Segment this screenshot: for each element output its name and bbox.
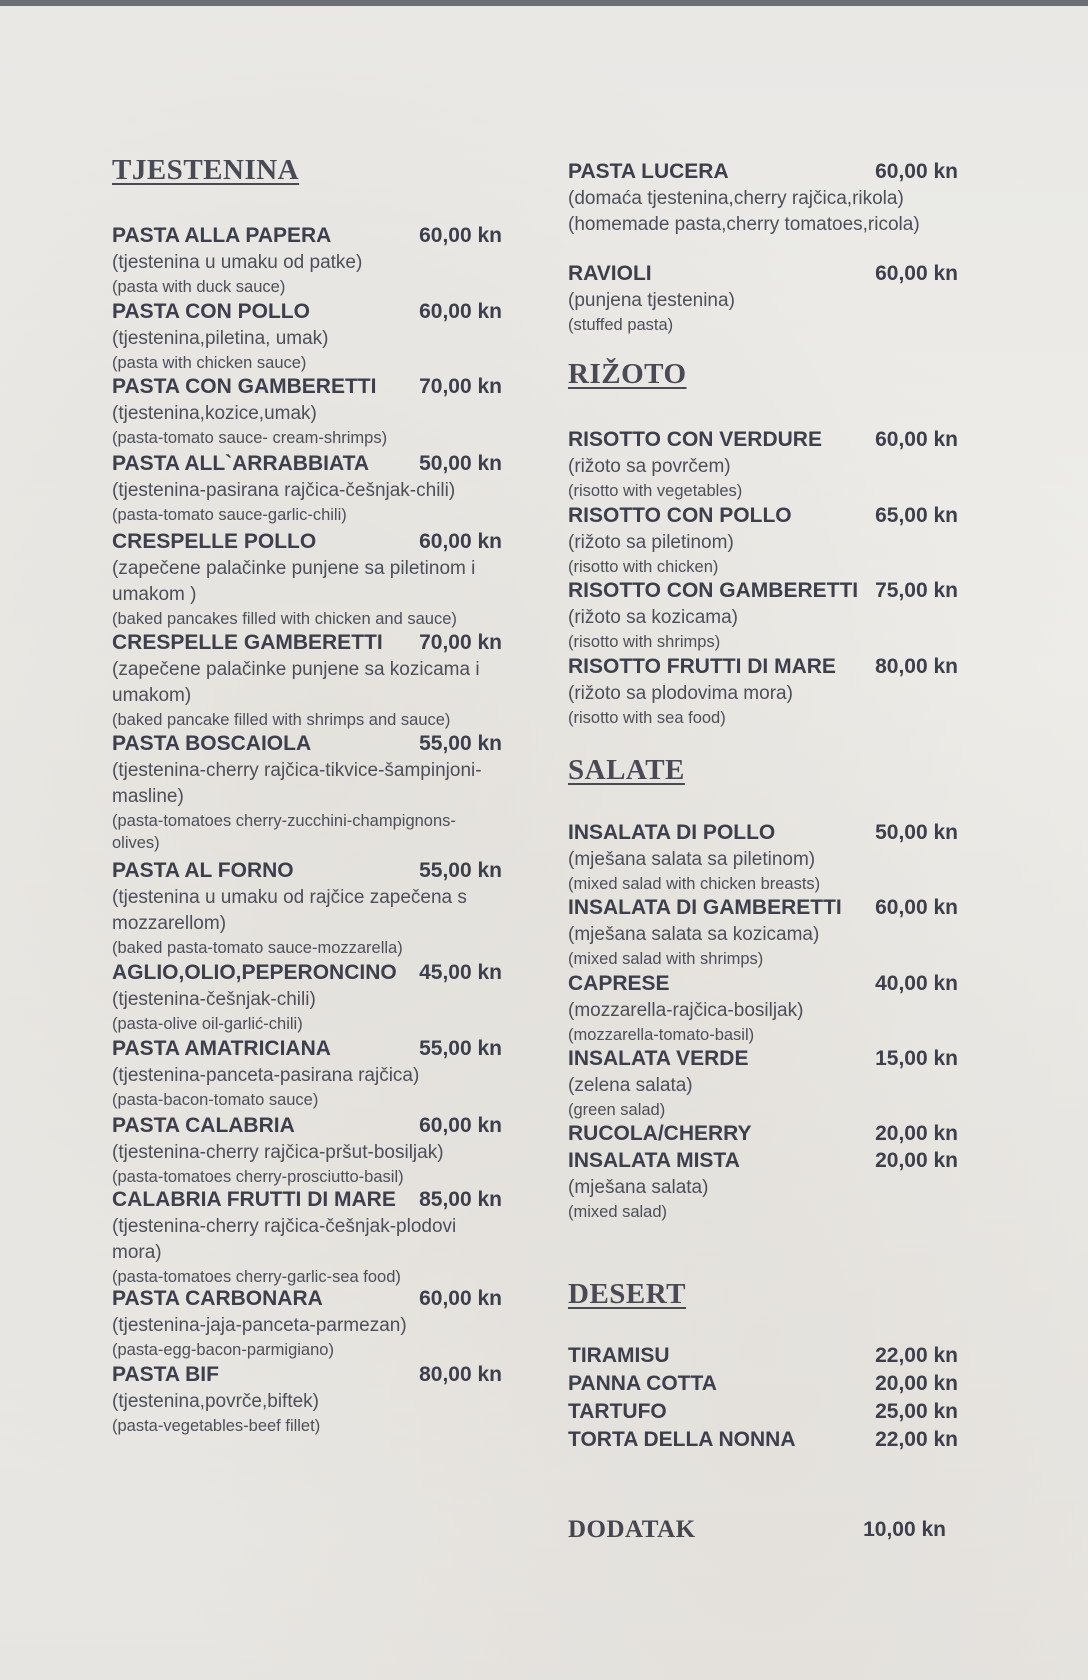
menu-item-description-en: (baked pancakes filled with chicken and sauce) — [112, 610, 457, 628]
menu-item — [112, 1114, 502, 1188]
menu-item-description-hr: (mješana salata) — [568, 1177, 709, 1198]
menu-item-description-hr: (tjestenina u umaku od patke) — [112, 252, 363, 273]
section-title-rizoto: RIŽOTO — [568, 358, 687, 390]
menu-item-name: AGLIO,OLIO,PEPERONCINO — [112, 961, 397, 984]
menu-item-price: 20,00 kn — [875, 1149, 958, 1172]
menu-item-header — [112, 375, 502, 401]
menu-item-description-hr: (tjestenina-cherry rajčica-češnjak-plodovi mora) — [112, 1216, 457, 1263]
menu-item — [112, 452, 502, 526]
menu-item-description-hr: (tjestenina u umaku od rajčice zapečena s mozzarellom) — [112, 887, 467, 934]
menu-item-price: 55,00 kn — [419, 859, 502, 882]
menu-item — [568, 1149, 958, 1223]
dodatak-label: DODATAK — [568, 1516, 696, 1543]
menu-item-price: 60,00 kn — [875, 896, 958, 919]
menu-item-price: 45,00 kn — [419, 961, 502, 984]
menu-item-name: INSALATA MISTA — [568, 1149, 740, 1172]
menu-item-description-en: (mixed salad with shrimps) — [568, 950, 764, 968]
menu-item-description-hr: (zapečene palačinke punjene sa piletinom i umakom ) — [112, 558, 476, 605]
dessert-item — [568, 1400, 958, 1426]
menu-item-name: RISOTTO CON POLLO — [568, 504, 792, 527]
menu-item-header — [112, 961, 502, 987]
menu-item-description-en: (risotto with chicken) — [568, 558, 719, 576]
menu-item-header — [568, 428, 958, 454]
menu-item-header — [568, 579, 958, 605]
menu-item-name: RAVIOLI — [568, 262, 652, 285]
menu-item-description-en: (pasta-egg-bacon-parmigiano) — [112, 1341, 334, 1359]
menu-item-price: 80,00 kn — [419, 1363, 502, 1386]
dessert-item — [568, 1372, 958, 1398]
menu-item-name: PASTA CON GAMBERETTI — [112, 375, 377, 398]
menu-item-description-en: (pasta-vegetables-beef fillet) — [112, 1417, 321, 1435]
menu-page — [0, 6, 1088, 1680]
menu-item-header — [112, 530, 502, 556]
menu-item-header — [112, 1287, 502, 1313]
dessert-item-name: PANNA COTTA — [568, 1372, 717, 1395]
menu-item-price: 60,00 kn — [419, 300, 502, 323]
menu-item — [568, 655, 958, 729]
menu-item-name: CRESPELLE POLLO — [112, 530, 317, 553]
menu-item — [112, 961, 502, 1035]
menu-item-price: 60,00 kn — [875, 160, 958, 183]
dessert-item-price: 22,00 kn — [875, 1344, 958, 1367]
menu-item — [112, 1363, 502, 1437]
menu-item-description-hr: (rižoto sa kozicama) — [568, 607, 738, 628]
menu-item-name: INSALATA DI GAMBERETTI — [568, 896, 842, 919]
menu-item-description-en: (stuffed pasta) — [568, 316, 674, 334]
menu-item-price: 60,00 kn — [419, 224, 502, 247]
menu-item-price: 60,00 kn — [875, 262, 958, 285]
menu-item-name: PASTA CALABRIA — [112, 1114, 295, 1137]
menu-item-name: PASTA CARBONARA — [112, 1287, 323, 1310]
menu-item-description-en: (risotto with shrimps) — [568, 633, 721, 651]
menu-item — [112, 530, 502, 630]
menu-item-description-en: (mozzarella-tomato-basil) — [568, 1026, 755, 1044]
menu-item-header — [568, 504, 958, 530]
menu-item-price: 60,00 kn — [419, 1287, 502, 1310]
menu-item-name: CALABRIA FRUTTI DI MARE — [112, 1188, 396, 1211]
menu-item-description-en: (risotto with sea food) — [568, 709, 726, 727]
menu-item — [568, 160, 958, 238]
menu-item-description-hr: (tjestenina-pasirana rajčica-češnjak-chili) — [112, 480, 456, 501]
menu-item-price: 60,00 kn — [419, 530, 502, 553]
menu-item-price: 60,00 kn — [875, 428, 958, 451]
menu-item-name: PASTA AMATRICIANA — [112, 1037, 331, 1060]
menu-item-description-en: (mixed salad) — [568, 1203, 668, 1221]
menu-item-description-hr: (zapečene palačinke punjene sa kozicama i umakom) — [112, 659, 480, 706]
menu-item — [568, 896, 958, 970]
menu-item-header — [112, 859, 502, 885]
menu-item-description-en: (pasta-tomato sauce- cream-shrimps) — [112, 429, 388, 447]
dessert-item-price: 22,00 kn — [875, 1428, 958, 1451]
menu-item — [568, 504, 958, 578]
menu-item-name: RISOTTO CON GAMBERETTI — [568, 579, 859, 602]
menu-item-header — [112, 224, 502, 250]
menu-item-header — [568, 972, 958, 998]
menu-item-name: CAPRESE — [568, 972, 670, 995]
menu-item-price: 70,00 kn — [419, 375, 502, 398]
menu-item-description-hr: (tjestenina-panceta-pasirana rajčica) — [112, 1065, 420, 1086]
menu-item-header — [568, 1122, 958, 1148]
menu-item-description-en: (pasta-olive oil-garlić-chili) — [112, 1015, 303, 1033]
menu-item-header — [112, 732, 502, 758]
menu-item-price: 70,00 kn — [419, 631, 502, 654]
menu-item-price: 20,00 kn — [875, 1122, 958, 1145]
menu-item-name: CRESPELLE GAMBERETTI — [112, 631, 383, 654]
menu-item — [112, 300, 502, 374]
menu-item-description-en: (pasta with duck sauce) — [112, 278, 286, 296]
menu-item-name: PASTA BOSCAIOLA — [112, 732, 312, 755]
menu-item — [568, 1047, 958, 1121]
menu-item-description-en: (pasta-tomatoes cherry-zucchini-champignons-olives) — [112, 812, 456, 852]
dodatak-row — [568, 1516, 958, 1542]
menu-item — [568, 428, 958, 502]
menu-item — [568, 972, 958, 1046]
menu-item-header — [568, 1047, 958, 1073]
menu-item-name: PASTA CON POLLO — [112, 300, 310, 323]
menu-item-header — [112, 1188, 502, 1214]
dessert-item-name: TORTA DELLA NONNA — [568, 1428, 796, 1451]
menu-item-description-hr: (tjestenina-cherry rajčica-pršut-bosiljak) — [112, 1142, 444, 1163]
menu-item-description-en: (risotto with vegetables) — [568, 482, 743, 500]
menu-item — [112, 732, 502, 854]
menu-item-name: INSALATA DI POLLO — [568, 821, 776, 844]
menu-item-description-hr: (tjestenina-cherry rajčica-tikvice-šampinjoni-masline) — [112, 760, 482, 807]
menu-item-header — [112, 300, 502, 326]
menu-item-header — [568, 896, 958, 922]
dessert-item-name: TARTUFO — [568, 1400, 667, 1423]
menu-item-description-hr: (rižoto sa plodovima mora) — [568, 683, 793, 704]
menu-item-price: 80,00 kn — [875, 655, 958, 678]
menu-item-description-en: (pasta-tomato sauce-garlic-chili) — [112, 506, 347, 524]
menu-item-price: 55,00 kn — [419, 1037, 502, 1060]
menu-item-description-hr: (mješana salata sa piletinom) — [568, 849, 816, 870]
menu-item-price: 50,00 kn — [419, 452, 502, 475]
menu-item-price: 55,00 kn — [419, 732, 502, 755]
section-title-salate: SALATE — [568, 754, 685, 786]
menu-item-description-en: (pasta-tomatoes cherry-garlic-sea food) — [112, 1268, 401, 1286]
section-title-desert: DESERT — [568, 1278, 687, 1310]
menu-item — [568, 821, 958, 895]
menu-item-header — [112, 631, 502, 657]
menu-item-header — [112, 1114, 502, 1140]
menu-item-name: RISOTTO CON VERDURE — [568, 428, 822, 451]
menu-item-price: 85,00 kn — [419, 1188, 502, 1211]
menu-item-name: PASTA ALL`ARRABBIATA — [112, 452, 370, 475]
menu-item — [112, 631, 502, 731]
menu-item-description-en: (pasta-tomatoes cherry-prosciutto-basil) — [112, 1168, 404, 1186]
menu-item-name: PASTA ALLA PAPERA — [112, 224, 332, 247]
menu-item-price: 50,00 kn — [875, 821, 958, 844]
menu-item-description-hr: (tjestenina,kozice,umak) — [112, 403, 317, 424]
menu-item-header — [112, 1363, 502, 1389]
menu-item-price: 40,00 kn — [875, 972, 958, 995]
menu-item-name: RISOTTO FRUTTI DI MARE — [568, 655, 836, 678]
menu-item-description-hr: (rižoto sa povrčem) — [568, 456, 731, 477]
menu-item-description-hr: (domaća tjestenina,cherry rajčica,rikola)(homemade pasta,cherry tomatoes,ricola) — [568, 188, 920, 235]
menu-item-name: PASTA AL FORNO — [112, 859, 294, 882]
dessert-item-price: 25,00 kn — [875, 1400, 958, 1423]
menu-item — [112, 1037, 502, 1111]
menu-item-name: PASTA LUCERA — [568, 160, 729, 183]
menu-item-description-en: (mixed salad with chicken breasts) — [568, 875, 821, 893]
menu-item-description-hr: (zelena salata) — [568, 1075, 693, 1096]
menu-item — [112, 375, 502, 449]
menu-item-header — [112, 452, 502, 478]
menu-item-header — [568, 655, 958, 681]
dessert-item — [568, 1344, 958, 1370]
menu-item-description-hr: (mozzarella-rajčica-bosiljak) — [568, 1000, 804, 1021]
menu-item-description-hr: (tjestenina-češnjak-chili) — [112, 989, 316, 1010]
menu-item — [112, 224, 502, 298]
menu-item — [568, 579, 958, 653]
dodatak-price: 10,00 kn — [863, 1518, 946, 1541]
dessert-item-price: 20,00 kn — [875, 1372, 958, 1395]
menu-item-header — [568, 262, 958, 288]
menu-item-header — [568, 1149, 958, 1175]
menu-item-description-hr: (tjestenina,piletina, umak) — [112, 328, 329, 349]
menu-item-name: RUCOLA/CHERRY — [568, 1122, 752, 1145]
menu-item-description-hr: (rižoto sa piletinom) — [568, 532, 734, 553]
menu-item-price: 75,00 kn — [875, 579, 958, 602]
menu-item-header — [568, 821, 958, 847]
menu-item — [112, 859, 502, 959]
menu-item-name: INSALATA VERDE — [568, 1047, 749, 1070]
menu-item-name: PASTA BIF — [112, 1363, 219, 1386]
menu-item-description-en: (green salad) — [568, 1101, 666, 1119]
menu-item — [112, 1287, 502, 1361]
menu-item — [568, 262, 958, 336]
menu-item-description-en: (baked pasta-tomato sauce-mozzarella) — [112, 939, 403, 957]
menu-item-description-en: (baked pancake filled with shrimps and sauce) — [112, 711, 451, 729]
menu-item-price: 60,00 kn — [419, 1114, 502, 1137]
menu-item-description-hr: (punjena tjestenina) — [568, 290, 735, 311]
menu-item-description-hr: (mješana salata sa kozicama) — [568, 924, 820, 945]
menu-item-header — [112, 1037, 502, 1063]
dessert-item — [568, 1428, 958, 1454]
menu-item-header — [568, 160, 958, 186]
menu-item-description-en: (pasta with chicken sauce) — [112, 354, 307, 372]
menu-item-description-hr: (tjestenina-jaja-panceta-parmezan) — [112, 1315, 407, 1336]
menu-item-description-en: (pasta-bacon-tomato sauce) — [112, 1091, 319, 1109]
menu-item-price: 15,00 kn — [875, 1047, 958, 1070]
menu-item-description-hr: (tjestenina,povrče,biftek) — [112, 1391, 319, 1412]
menu-item — [112, 1188, 502, 1288]
dessert-item-name: TIRAMISU — [568, 1344, 670, 1367]
section-title-tjestenina: TJESTENINA — [112, 154, 300, 186]
menu-item — [568, 1122, 958, 1148]
menu-item-price: 65,00 kn — [875, 504, 958, 527]
